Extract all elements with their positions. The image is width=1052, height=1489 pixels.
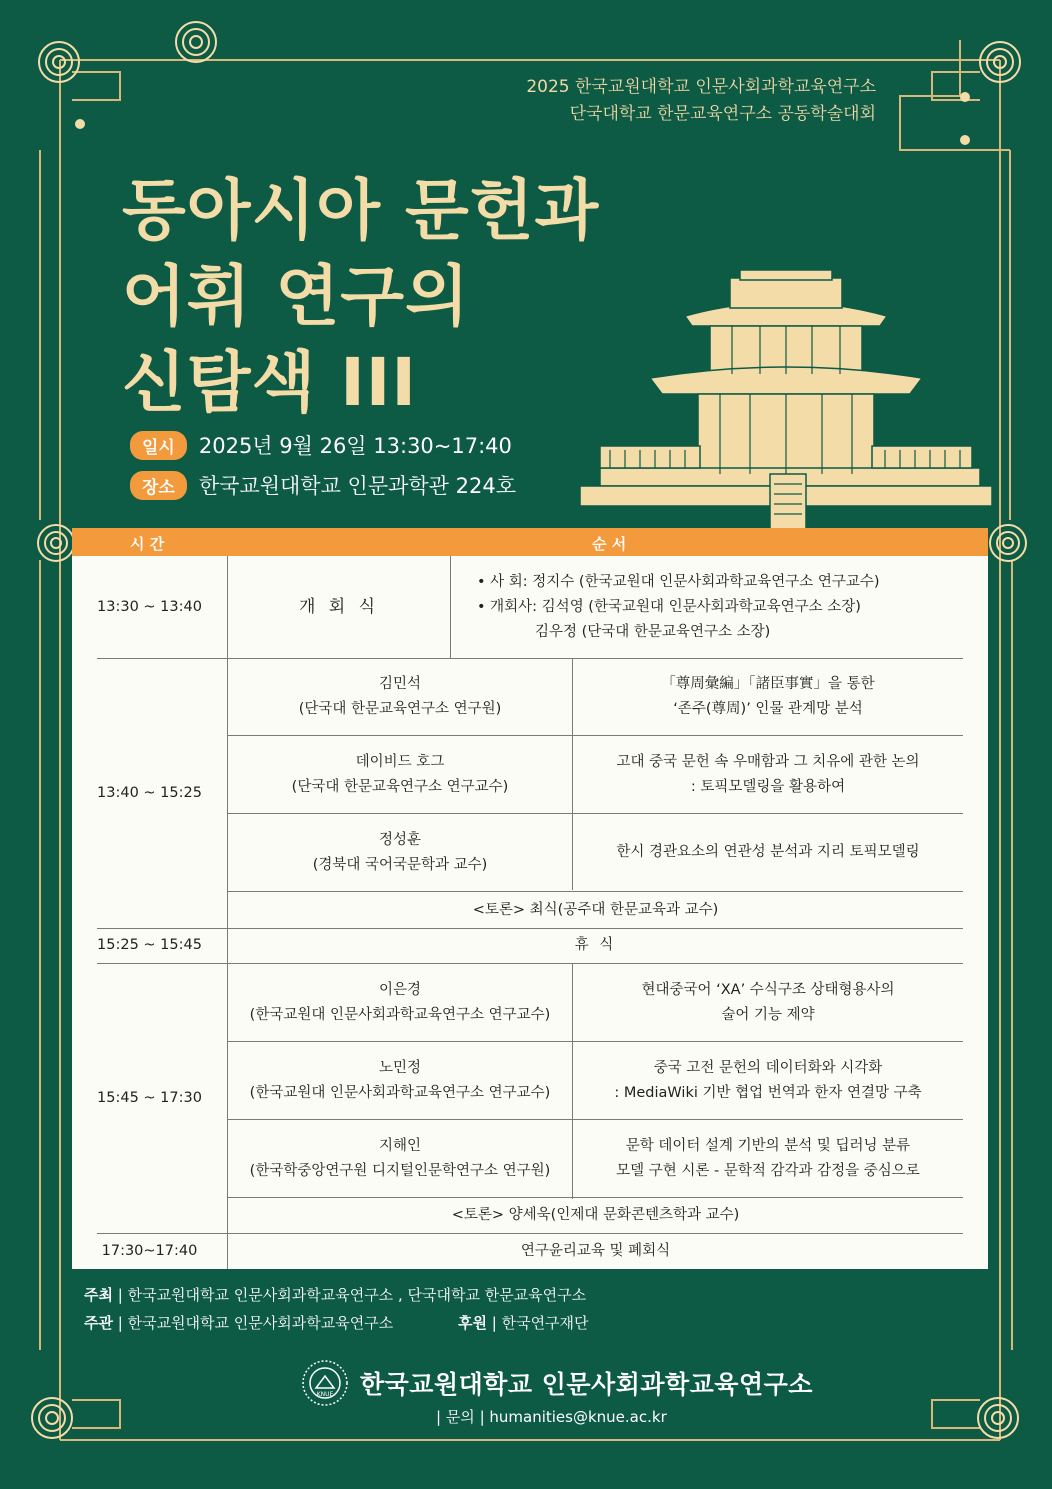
- venue-info: [130, 470, 516, 500]
- conference-subtitle: [526, 74, 876, 128]
- schedule-table: [72, 528, 988, 1269]
- sponsor-value: | 한국연구재단: [491, 1314, 589, 1332]
- title-line-3: 신탐색 III: [122, 344, 417, 421]
- session1-time: 13:40 ~ 15:25: [97, 784, 202, 801]
- subtitle-line-1: 2025 한국교원대학교 인문사회과학교육연구소: [526, 77, 876, 97]
- session2-discussion: <토론> 양세욱(인제대 문화콘텐츠학과 교수): [451, 1207, 740, 1223]
- presenter-affiliation: (경북대 국어국문학과 교수): [312, 856, 488, 873]
- title-line-1: 동아시아 문헌과: [122, 172, 600, 249]
- talk-title: [573, 814, 963, 891]
- table-row: [228, 1120, 572, 1197]
- opening-details: [451, 556, 988, 658]
- closing-label: 연구윤리교육 및 폐회식: [520, 1243, 671, 1259]
- logo-text: KNUE: [316, 1391, 334, 1398]
- table-header: [72, 528, 988, 556]
- institute-logo-icon: [300, 1358, 350, 1408]
- date-info: [130, 430, 512, 460]
- host-label: 주최: [84, 1286, 113, 1304]
- header-time: 시 간: [130, 535, 165, 553]
- contact-email[interactable]: | 문의 | humanities@knue.ac.kr: [436, 1408, 667, 1426]
- header-order: 순 서: [592, 535, 627, 553]
- table-row: [228, 964, 572, 1041]
- institute-logo-line: [300, 1358, 813, 1408]
- title-line-2: 어휘 연구의: [122, 258, 470, 335]
- talk-title-line1: 현대중국어 ‘XA’ 수식구조 상태형용사의: [641, 981, 895, 998]
- organizer-label: 주관: [84, 1314, 113, 1332]
- talk-title-line1: 중국 고전 문헌의 데이터화와 시각화: [653, 1059, 883, 1076]
- table-row: [228, 658, 572, 735]
- date-value: 2025년 9월 26일 13:30~17:40: [198, 434, 512, 458]
- venue-badge: 장소: [130, 471, 187, 500]
- table-row: [228, 736, 572, 813]
- opening-host: • 사 회: 정지수 (한국교원대 인문사회과학교육연구소 연구교수): [477, 573, 880, 590]
- session1-discussion: <토론> 최식(공주대 한문교육과 교수): [472, 901, 719, 918]
- host-value: | 한국교원대학교 인문사회과학교육연구소 , 단국대학교 한문교육연구소: [117, 1286, 587, 1304]
- institute-name: 한국교원대학교 인문사회과학교육연구소: [360, 1370, 813, 1399]
- break-time: 15:25 ~ 15:45: [97, 937, 202, 953]
- talk-title-line2: 모델 구현 시론 - 문학적 감각과 감정을 중심으로: [616, 1162, 920, 1179]
- break-label: 휴 식: [574, 937, 617, 953]
- presenter-name: 이은경: [378, 981, 422, 998]
- sponsor-label: 후원: [458, 1314, 487, 1332]
- table-row: [228, 1042, 572, 1119]
- talk-title-line2: : 토픽모델링을 활용하여: [690, 778, 846, 795]
- opening-speech: • 개회사: 김석영 (한국교원대 인문사회과학교육연구소 소장): [477, 598, 861, 615]
- talk-title: [573, 658, 963, 735]
- presenter-affiliation: (한국교원대 인문사회과학교육연구소 연구교수): [249, 1084, 551, 1101]
- talk-title-line2: ‘존주(尊周)’ 인물 관계망 분석: [673, 700, 863, 717]
- page-title: [122, 168, 599, 426]
- presenter-affiliation: (단국대 한문교육연구소 연구교수): [291, 778, 509, 795]
- closing-time: 17:30~17:40: [101, 1243, 198, 1259]
- presenter-name: 정성훈: [378, 831, 422, 848]
- talk-title-line1: 한시 경관요소의 연관성 분석과 지리 토픽모델링: [616, 844, 920, 860]
- talk-title-line1: 「尊周彙編」「諸臣事實」을 통한: [661, 675, 875, 692]
- organizer-value: | 한국교원대학교 인문사회과학교육연구소: [117, 1314, 394, 1332]
- talk-title: [573, 1042, 963, 1119]
- talk-title-line1: 문학 데이터 설계 기반의 분석 및 딥러닝 분류: [625, 1137, 911, 1154]
- opening-name: 개 회 식: [298, 596, 380, 617]
- session2-time: 15:45 ~ 17:30: [97, 1089, 202, 1106]
- presenter-name: 데이비드 호그: [355, 753, 445, 770]
- date-badge: 일시: [130, 431, 187, 460]
- opening-speech-2: 김우정 (단국대 한문교육연구소 소장): [535, 623, 771, 640]
- organizer-line: [84, 1312, 393, 1333]
- host-line: [84, 1284, 586, 1305]
- presenter-name: 노민정: [378, 1059, 422, 1076]
- talk-title: [573, 964, 963, 1041]
- talk-title-line1: 고대 중국 문헌 속 우매함과 그 치유에 관한 논의: [616, 753, 920, 770]
- palace-illustration: [580, 268, 992, 530]
- talk-title: [573, 1120, 963, 1197]
- table-row: [228, 814, 572, 891]
- presenter-name: 김민석: [378, 675, 422, 692]
- talk-title-line2: 술어 기능 제약: [721, 1006, 815, 1023]
- presenter-name: 지해인: [378, 1137, 422, 1154]
- presenter-affiliation: (한국학중앙연구원 디지털인문학연구소 연구원): [249, 1162, 551, 1179]
- talk-title: [573, 736, 963, 813]
- presenter-affiliation: (단국대 한문교육연구소 연구원): [298, 700, 502, 717]
- opening-time: 13:30 ~ 13:40: [97, 598, 202, 615]
- talk-title-line2: : MediaWiki 기반 협업 번역과 한자 연결망 구축: [614, 1084, 922, 1101]
- subtitle-line-2: 단국대학교 한문교육연구소 공동학술대회: [569, 104, 876, 124]
- venue-value: 한국교원대학교 인문과학관 224호: [198, 474, 517, 498]
- presenter-affiliation: (한국교원대 인문사회과학교육연구소 연구교수): [249, 1006, 551, 1023]
- sponsor-line: [458, 1312, 589, 1333]
